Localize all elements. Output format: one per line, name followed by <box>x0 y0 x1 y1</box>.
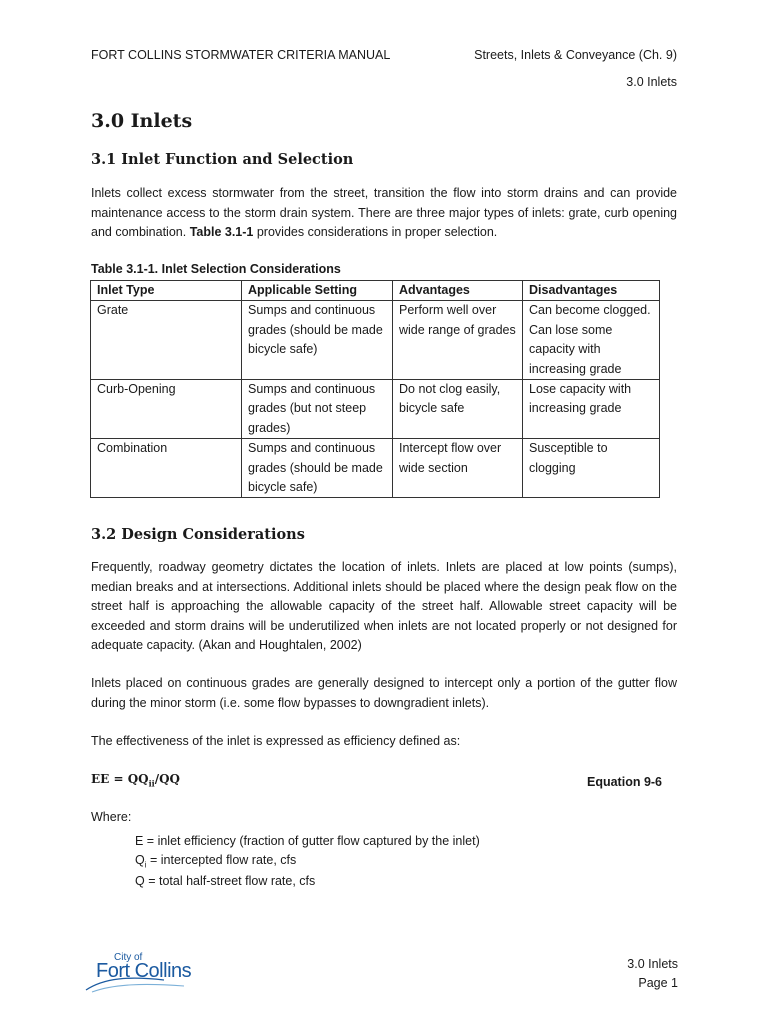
subsection-32-title: 3.2 Design Considerations <box>91 526 305 543</box>
table-cell: Can become clogged. Can lose some capacity with increasing grade <box>523 301 660 380</box>
where-label: Where: <box>91 810 132 824</box>
design-paragraph-1: Frequently, roadway geometry dictates the location of inlets. Inlets are placed at low points (sumps), median breaks and at intersections. Additional inlets should be placed where the design peak flow on the street half is approaching the allowable capacity of the street half. Allowable street capacity will be exceeded and storm drains will be underutilized when inlets are not located properly or not designed for adequate capacity. (Akan and Houghtalen, 2002) <box>91 560 677 652</box>
column-header: Disadvantages <box>523 281 660 301</box>
table-cell: Grate <box>91 301 242 380</box>
table-row <box>91 380 660 439</box>
header-manual-title: FORT COLLINS STORMWATER CRITERIA MANUAL <box>91 48 391 62</box>
subsection-31-title: 3.1 Inlet Function and Selection <box>91 151 354 168</box>
table-caption: Table 3.1-1. Inlet Selection Considerations <box>91 262 341 276</box>
table-cell: Curb-Opening <box>91 380 242 439</box>
logo-swoosh-icon <box>84 974 196 994</box>
column-header: Advantages <box>393 281 523 301</box>
table-cell: Sumps and continuous grades (but not steep grades) <box>242 380 393 439</box>
table-cell: Lose capacity with increasing grade <box>523 380 660 439</box>
inlet-function-paragraph: Inlets collect excess stormwater from the street, transition the flow into storm drains and can provide maintenance access to the storm drain system. There are three major types of inlets: grate, curb opening and combination. Table 3.1-1 provides considerations in proper selection. <box>91 186 677 239</box>
footer-section: 3.0 Inlets <box>627 957 678 971</box>
logo-small-text: City of <box>114 952 143 963</box>
table-cell: Combination <box>91 439 242 498</box>
table-cell: Do not clog easily, bicycle safe <box>393 380 523 439</box>
table-cell: Perform well over wide range of grades <box>393 301 523 380</box>
table-cell: Sumps and continuous grades (should be made bicycle safe) <box>242 439 393 498</box>
equation-label: Equation 9-6 <box>587 775 663 789</box>
design-paragraph-3: The effectiveness of the inlet is expressed as efficiency defined as: <box>91 734 461 748</box>
table-row <box>91 439 660 498</box>
table-cell: Susceptible to clogging <box>523 439 660 498</box>
column-header: Inlet Type <box>91 281 242 301</box>
design-paragraph-2: Inlets placed on continuous grades are generally designed to intercept only a portion of the gutter flow during the minor storm (i.e. some flow bypasses to downgradient inlets). <box>91 676 677 710</box>
efficiency-equation: EE = $QQ_{ii}/QQ$ <box>91 772 180 789</box>
city-logo <box>84 952 196 994</box>
column-header: Applicable Setting <box>242 281 393 301</box>
section-title: 3.0 Inlets <box>91 110 193 132</box>
table-cell: Intercept flow over wide section <box>393 439 523 498</box>
table-cell: Sumps and continuous grades (should be made bicycle safe) <box>242 301 393 380</box>
footer-page-number: Page 1 <box>638 976 678 990</box>
header-section: 3.0 Inlets <box>626 75 677 89</box>
logo-large-text: Fort Collins <box>96 960 192 982</box>
definition-total-flow: Q = total half-street flow rate, cfs <box>135 874 316 888</box>
inlet-selection-table <box>90 280 660 498</box>
table-header-row <box>91 281 660 301</box>
table-reference: Table 3.1-1 <box>189 225 254 239</box>
definition-intercepted-flow: $Q_i$ = intercepted flow rate, cfs <box>135 853 297 870</box>
definition-efficiency: E = inlet efficiency (fraction of gutter flow captured by the inlet) <box>135 834 480 848</box>
table-row <box>91 301 660 380</box>
header-chapter: Streets, Inlets & Conveyance (Ch. 9) <box>474 48 677 62</box>
